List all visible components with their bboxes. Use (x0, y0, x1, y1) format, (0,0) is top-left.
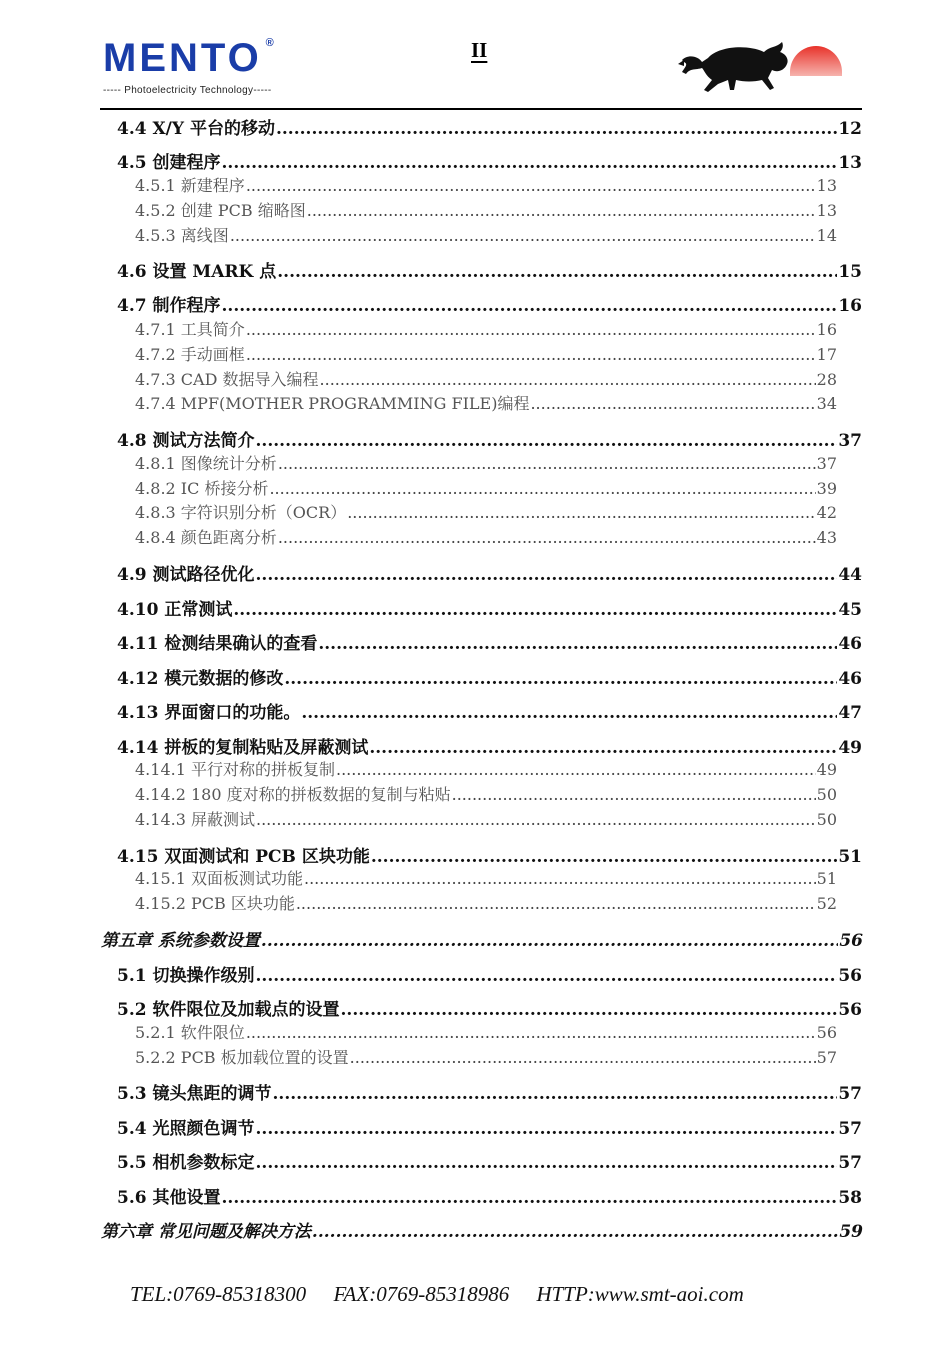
toc-entry[interactable] (117, 733, 862, 758)
dot-leader (261, 931, 838, 951)
toc-entry-title: 4.11 检测结果确认的查看 (117, 634, 318, 654)
page-header (0, 0, 950, 112)
dot-leader (256, 1119, 838, 1139)
registered-mark: ® (265, 37, 274, 49)
dot-leader (312, 1222, 838, 1242)
toc-entry-page: 52 (816, 894, 837, 913)
dot-leader (284, 669, 837, 689)
toc-entry-title: 4.13 界面窗口的功能。 (117, 703, 301, 723)
toc-entry-page: 28 (816, 370, 837, 389)
toc-entry[interactable] (135, 866, 837, 889)
dot-leader (256, 1153, 838, 1173)
toc-entry[interactable] (117, 961, 862, 986)
header-divider (100, 108, 862, 110)
toc-entry[interactable] (117, 1114, 862, 1139)
toc-entry-title: 5.3 镜头焦距的调节 (117, 1084, 272, 1104)
dot-leader (230, 226, 816, 245)
toc-entry-page: 59 (839, 1222, 863, 1242)
toc-entry[interactable] (135, 391, 837, 414)
dot-leader (341, 1000, 838, 1020)
toc-entry-page: 16 (816, 320, 837, 339)
dot-leader (347, 503, 815, 522)
toc-entry-title: 4.14.1 平行对称的拼板复制 (135, 760, 335, 779)
brand-logo (103, 36, 274, 80)
toc-entry[interactable] (135, 223, 837, 246)
dot-leader (304, 869, 816, 888)
toc-entry-title: 4.14 拼板的复制粘贴及屏蔽测试 (117, 738, 369, 758)
logo-text: MENTO (103, 36, 262, 80)
toc-entry[interactable] (135, 317, 837, 340)
footer-website[interactable]: HTTP:www.smt-aoi.com (536, 1282, 744, 1306)
toc-entry-title: 4.15.2 PCB 区块功能 (135, 894, 295, 913)
toc-entry[interactable] (135, 757, 837, 780)
toc-entry-page: 42 (816, 503, 837, 522)
dot-leader (320, 370, 816, 389)
page-footer (130, 1282, 764, 1307)
toc-entry-title: 4.7.1 工具简介 (135, 320, 245, 339)
toc-entry-title: 5.6 其他设置 (117, 1188, 221, 1208)
toc-entry-title: 4.7.3 CAD 数据导入编程 (135, 370, 319, 389)
toc-entry[interactable] (135, 1045, 837, 1068)
dot-leader (369, 738, 837, 758)
toc-entry[interactable] (117, 426, 862, 451)
dot-leader (246, 320, 816, 339)
dot-leader (301, 703, 837, 723)
footer-fax: FAX:0769-85318986 (333, 1282, 510, 1306)
toc-entry-page: 58 (838, 1188, 862, 1208)
dot-leader (452, 785, 816, 804)
toc-entry-title: 4.14.3 屏蔽测试 (135, 810, 255, 829)
toc-entry[interactable] (135, 198, 837, 221)
toc-entry-page: 46 (838, 669, 862, 689)
toc-entry-page: 50 (816, 810, 837, 829)
dot-leader (273, 1084, 838, 1104)
toc-entry[interactable] (117, 291, 862, 316)
toc-entry[interactable] (135, 476, 837, 499)
toc-entry[interactable] (117, 148, 862, 173)
toc-entry-title: 第六章 常见问题及解决方法 (101, 1222, 311, 1242)
toc-entry-title: 5.2.1 软件限位 (135, 1023, 245, 1042)
toc-entry-title: 4.8.2 IC 桥接分析 (135, 479, 269, 498)
toc-entry[interactable] (117, 595, 862, 620)
toc-entry-page: 13 (838, 153, 862, 173)
toc-entry-page: 51 (816, 869, 837, 888)
toc-entry[interactable] (117, 560, 862, 585)
toc-entry-title: 4.10 正常测试 (117, 600, 233, 620)
toc-entry-title: 4.4 X/Y 平台的移动 (117, 119, 275, 139)
toc-entry[interactable] (117, 698, 862, 723)
toc-entry-page: 49 (816, 760, 837, 779)
toc-entry[interactable] (117, 664, 862, 689)
toc-entry-page: 34 (816, 394, 837, 413)
dot-leader (530, 394, 815, 413)
toc-entry-page: 57 (838, 1119, 862, 1139)
toc-entry-page: 12 (838, 119, 862, 139)
dot-leader (246, 345, 816, 364)
toc-entry-title: 4.6 设置 MARK 点 (117, 262, 277, 282)
toc-entry-title: 4.8.4 颜色距离分析 (135, 528, 277, 547)
footer-tel: TEL:0769-85318300 (130, 1282, 307, 1306)
toc-entry[interactable] (135, 173, 837, 196)
toc-entry-page: 15 (838, 262, 862, 282)
toc-chapter[interactable] (101, 926, 863, 951)
bull-silhouette-icon (678, 38, 844, 96)
dot-leader (278, 528, 816, 547)
toc-entry-page: 57 (816, 1048, 837, 1067)
dot-leader (350, 1048, 816, 1067)
dot-leader (278, 454, 816, 473)
dot-leader (256, 810, 816, 829)
dot-leader (233, 600, 837, 620)
dot-leader (256, 565, 838, 585)
dot-leader (256, 431, 838, 451)
toc-entry[interactable] (117, 629, 862, 654)
toc-entry-title: 4.15 双面测试和 PCB 区块功能 (117, 847, 370, 867)
toc-entry-page: 56 (816, 1023, 837, 1042)
toc-entry-page: 49 (838, 738, 862, 758)
toc-entry-page: 39 (816, 479, 837, 498)
dot-leader (371, 847, 837, 867)
dot-leader (222, 1188, 838, 1208)
toc-entry-page: 57 (838, 1153, 862, 1173)
toc-entry-page: 56 (838, 966, 862, 986)
toc-entry-title: 5.2.2 PCB 板加载位置的设置 (135, 1048, 349, 1067)
toc-entry-page: 43 (816, 528, 837, 547)
toc-entry-title: 4.8.1 图像统计分析 (135, 454, 277, 473)
dot-leader (222, 153, 838, 173)
dot-leader (246, 1023, 816, 1042)
toc-entry-page: 17 (816, 345, 837, 364)
toc-entry-page: 13 (816, 176, 837, 195)
toc-entry-title: 5.4 光照颜色调节 (117, 1119, 255, 1139)
toc-entry[interactable] (117, 1148, 862, 1173)
toc-entry-title: 4.5.2 创建 PCB 缩略图 (135, 201, 306, 220)
toc-entry-page: 56 (839, 931, 863, 951)
toc-entry-page: 51 (838, 847, 862, 867)
toc-entry-title: 4.5.1 新建程序 (135, 176, 245, 195)
toc-entry-title: 4.12 模元数据的修改 (117, 669, 284, 689)
toc-entry[interactable] (135, 782, 837, 805)
toc-entry-title: 4.8.3 字符识别分析（OCR） (135, 503, 347, 522)
dot-leader (296, 894, 816, 913)
toc-entry-title: 4.15.1 双面板测试功能 (135, 869, 303, 888)
page-number: II (471, 38, 488, 62)
toc-entry-title: 4.8 测试方法简介 (117, 431, 255, 451)
toc-entry-title: 5.5 相机参数标定 (117, 1153, 255, 1173)
dot-leader (277, 262, 837, 282)
dot-leader (276, 119, 837, 139)
dot-leader (318, 634, 837, 654)
toc-entry-page: 37 (816, 454, 837, 473)
toc-entry[interactable] (135, 500, 837, 523)
toc-entry[interactable] (117, 1079, 862, 1104)
toc-entry-title: 4.7.4 MPF(MOTHER PROGRAMMING FILE)编程 (135, 394, 530, 413)
toc-entry-page: 44 (838, 565, 862, 585)
toc-entry[interactable] (135, 891, 837, 914)
toc-entry-title: 4.7 制作程序 (117, 296, 221, 316)
toc-entry[interactable] (135, 367, 837, 390)
toc-entry[interactable] (117, 257, 862, 282)
toc-entry-page: 16 (838, 296, 862, 316)
toc-entry[interactable] (135, 451, 837, 474)
dot-leader (256, 966, 838, 986)
sun-icon (790, 46, 842, 76)
toc-entry-title: 4.7.2 手动画框 (135, 345, 245, 364)
dot-leader (307, 201, 816, 220)
toc-entry-page: 50 (816, 785, 837, 804)
dot-leader (222, 296, 838, 316)
toc-entry[interactable] (117, 842, 862, 867)
toc-entry-page: 47 (838, 703, 862, 723)
toc-entry-title: 5.2 软件限位及加载点的设置 (117, 1000, 340, 1020)
toc-entry-page: 13 (816, 201, 837, 220)
toc-entry-page: 37 (838, 431, 862, 451)
toc-entry-page: 14 (816, 226, 837, 245)
logo-tagline: ----- Photoelectricity Technology----- (103, 85, 272, 96)
toc-entry-title: 4.5 创建程序 (117, 153, 221, 173)
dot-leader (246, 176, 816, 195)
toc-entry[interactable] (135, 807, 837, 830)
toc-entry-page: 45 (838, 600, 862, 620)
toc-entry-page: 56 (838, 1000, 862, 1020)
dot-leader (269, 479, 815, 498)
toc-entry-title: 4.14.2 180 度对称的拼板数据的复制与粘贴 (135, 785, 451, 804)
toc-entry[interactable] (117, 1183, 862, 1208)
toc-entry-title: 4.5.3 离线图 (135, 226, 229, 245)
dot-leader (336, 760, 816, 779)
toc-entry-page: 46 (838, 634, 862, 654)
toc-entry-title: 5.1 切换操作级别 (117, 966, 255, 986)
toc-entry[interactable] (135, 525, 837, 548)
toc-chapter[interactable] (101, 1217, 863, 1242)
toc-entry-page: 57 (838, 1084, 862, 1104)
toc-entry[interactable] (135, 1020, 837, 1043)
toc-entry-title: 4.9 测试路径优化 (117, 565, 255, 585)
toc-entry-title: 第五章 系统参数设置 (101, 931, 260, 951)
toc-entry[interactable] (117, 114, 862, 139)
toc-entry[interactable] (135, 342, 837, 365)
toc-entry[interactable] (117, 995, 862, 1020)
